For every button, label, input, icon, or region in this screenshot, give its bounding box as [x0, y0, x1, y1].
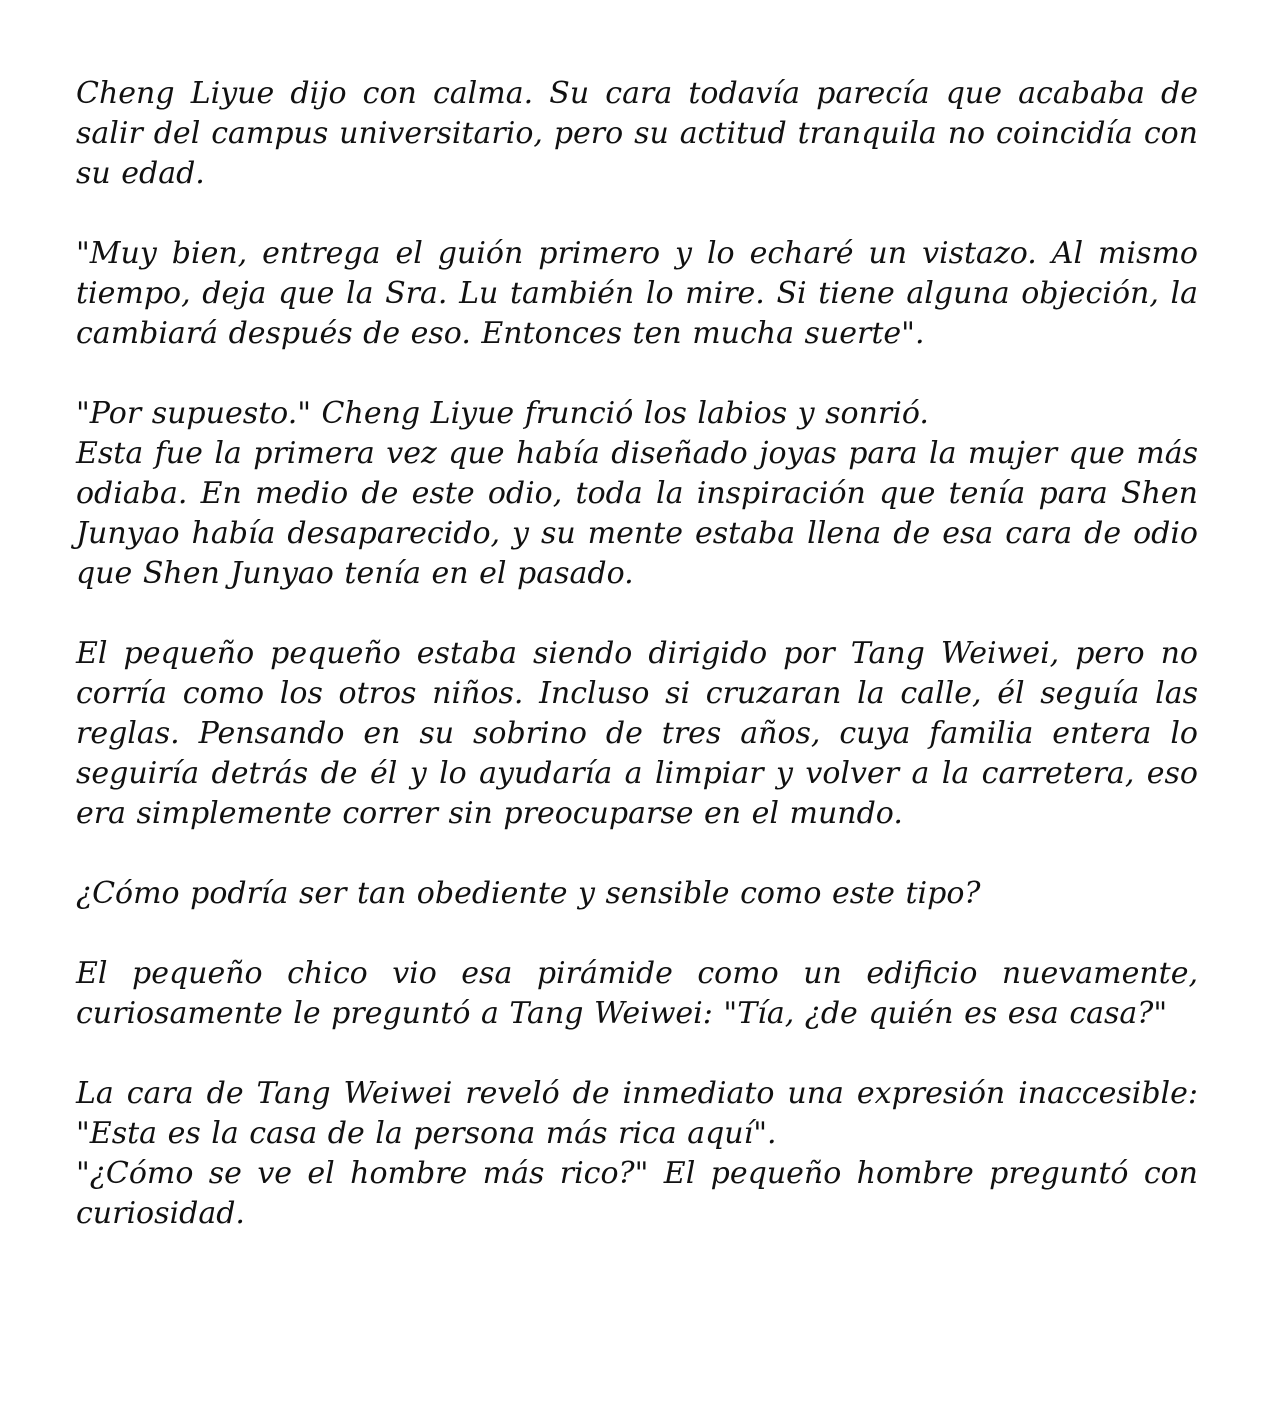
paragraph — [76, 1074, 1198, 1234]
paragraph-text: La cara de Tang Weiwei reveló de inmediato una expresión inaccesible: "Esta es la casa de la persona más rica aquí". — [76, 1076, 1198, 1151]
paragraph — [76, 74, 1198, 194]
paragraph — [76, 394, 1198, 594]
paragraph-text: El pequeño pequeño estaba siendo dirigido por Tang Weiwei, pero no corría como los otros niños. Incluso si cruzaran la calle, él seguía las reglas. Pensando en su sobrino de tres años, cuya familia entera lo seguiría detrás de él y lo ayudaría a limpiar y volver a la carretera, eso era simplemente correr sin preocuparse en el mundo. — [76, 636, 1198, 831]
paragraph-text: ¿Cómo podría ser tan obediente y sensible como este tipo? — [76, 876, 981, 911]
paragraph-text: Esta fue la primera vez que había diseñado joyas para la mujer que más odiaba. En medio de este odio, toda la inspiración que tenía para Shen Junyao había desaparecido, y su mente estaba llena de esa cara de odio que Shen Junyao tenía en el pasado. — [76, 436, 1198, 591]
paragraph — [76, 234, 1198, 354]
paragraph-text: El pequeño chico vio esa pirámide como un edificio nuevamente, curiosamente le preguntó a Tang Weiwei: "Tía, ¿de quién es esa casa?" — [76, 956, 1198, 1031]
paragraph-text: "Por supuesto." Cheng Liyue frunció los labios y sonrió. — [76, 396, 929, 431]
paragraph-text: "¿Cómo se ve el hombre más rico?" El pequeño hombre preguntó con curiosidad. — [76, 1156, 1198, 1231]
document-page — [76, 74, 1198, 1234]
paragraph-text: "Muy bien, entrega el guión primero y lo echaré un vistazo. Al mismo tiempo, deja que la Sra. Lu también lo mire. Si tiene alguna objeción, la cambiará después de eso. Entonces ten mucha suerte". — [76, 236, 1198, 351]
paragraph-text: Cheng Liyue dijo con calma. Su cara todavía parecía que acababa de salir del campus universitario, pero su actitud tranquila no coincidía con su edad. — [76, 76, 1198, 191]
paragraph — [76, 874, 1198, 914]
paragraph — [76, 954, 1198, 1034]
paragraph — [76, 634, 1198, 834]
